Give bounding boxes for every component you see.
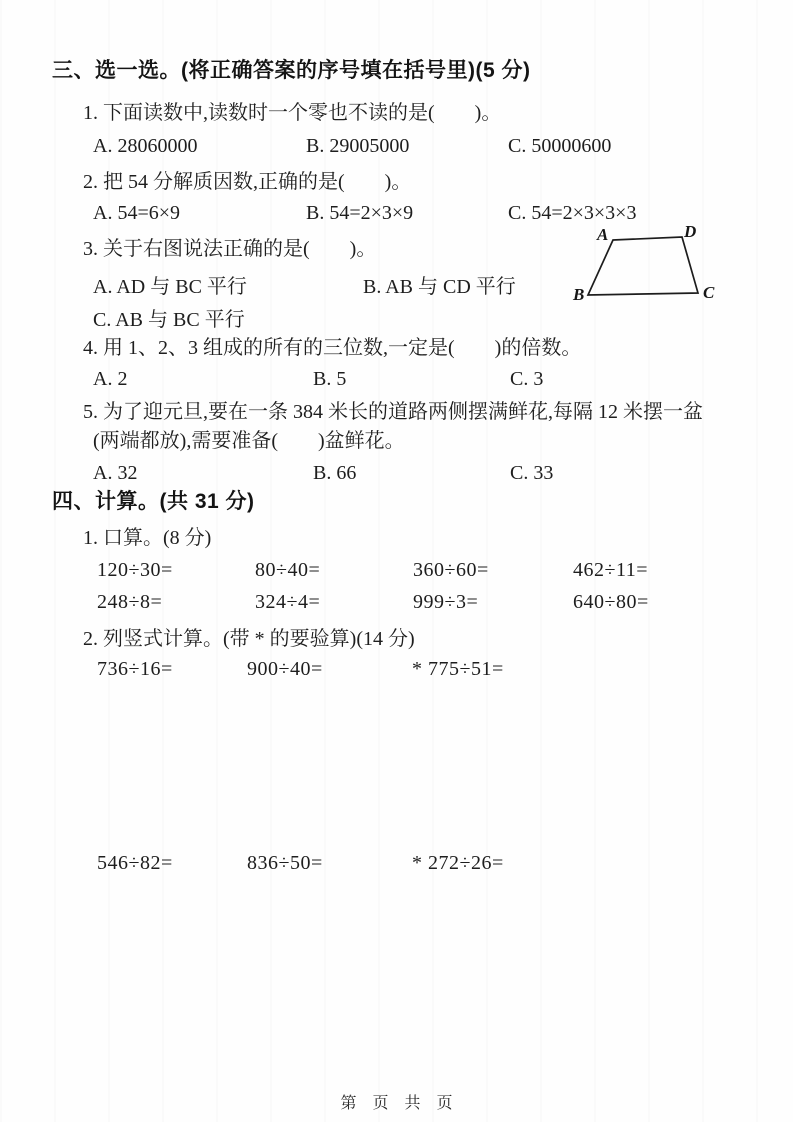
question-3-text: 3. 关于右图说法正确的是( )。 [83, 238, 377, 260]
q2-option-b: B. 54=2×3×9 [306, 202, 414, 224]
question-2-text: 2. 把 54 分解质因数,正确的是( )。 [83, 171, 412, 193]
q5-option-b: B. 66 [313, 462, 357, 484]
oral-eq-6: 324÷4= [255, 591, 321, 613]
vert-eq-1: 736÷16= [97, 658, 173, 680]
oral-eq-7: 999÷3= [413, 591, 479, 613]
vertex-label-d: D [684, 222, 697, 241]
q3-option-b: B. AB 与 CD 平行 [363, 276, 516, 298]
q3-option-a: A. AD 与 BC 平行 [93, 276, 247, 298]
vert-eq-6: * 272÷26= [412, 852, 504, 874]
q4-option-c: C. 3 [510, 368, 544, 390]
section4-heading: 四、计算。(共 31 分) [52, 490, 255, 513]
trapezoid-figure [570, 220, 720, 306]
q1-option-c: C. 50000600 [508, 135, 612, 157]
question-1-text: 1. 下面读数中,读数时一个零也不读的是( )。 [83, 102, 502, 124]
oral-calc-label: 1. 口算。(8 分) [83, 527, 212, 549]
q5-option-a: A. 32 [93, 462, 138, 484]
oral-eq-5: 248÷8= [97, 591, 163, 613]
question-5-line2: (两端都放),需要准备( )盆鲜花。 [93, 430, 405, 452]
vert-eq-3: * 775÷51= [412, 658, 504, 680]
trapezoid-svg [570, 220, 720, 306]
oral-eq-4: 462÷11= [573, 559, 649, 581]
vert-eq-4: 546÷82= [97, 852, 173, 874]
q5-option-c: C. 33 [510, 462, 554, 484]
vert-eq-5: 836÷50= [247, 852, 323, 874]
vertical-calc-label: 2. 列竖式计算。(带 * 的要验算)(14 分) [83, 628, 415, 650]
page-footer: 第 页 共 页 [340, 1095, 453, 1112]
q2-option-c: C. 54=2×3×3×3 [508, 202, 637, 224]
q2-option-a: A. 54=6×9 [93, 202, 181, 224]
vertex-label-c: C [703, 283, 715, 302]
oral-eq-8: 640÷80= [573, 591, 649, 613]
vert-eq-2: 900÷40= [247, 658, 323, 680]
question-4-text: 4. 用 1、2、3 组成的所有的三位数,一定是( )的倍数。 [83, 337, 582, 359]
q3-option-c: C. AB 与 BC 平行 [93, 309, 245, 331]
vertex-label-a: A [597, 225, 609, 244]
section3-heading: 三、选一选。(将正确答案的序号填在括号里)(5 分) [52, 59, 531, 82]
q4-option-a: A. 2 [93, 368, 128, 390]
q1-option-b: B. 29005000 [306, 135, 410, 157]
oral-eq-1: 120÷30= [97, 559, 173, 581]
q4-option-b: B. 5 [313, 368, 347, 390]
oral-eq-2: 80÷40= [255, 559, 321, 581]
q1-option-a: A. 28060000 [93, 135, 198, 157]
trapezoid-shape [588, 237, 698, 295]
question-5-line1: 5. 为了迎元旦,要在一条 384 米长的道路两侧摆满鲜花,每隔 12 米摆一盆 [83, 401, 703, 423]
oral-eq-3: 360÷60= [413, 559, 489, 581]
vertex-label-b: B [573, 285, 585, 304]
